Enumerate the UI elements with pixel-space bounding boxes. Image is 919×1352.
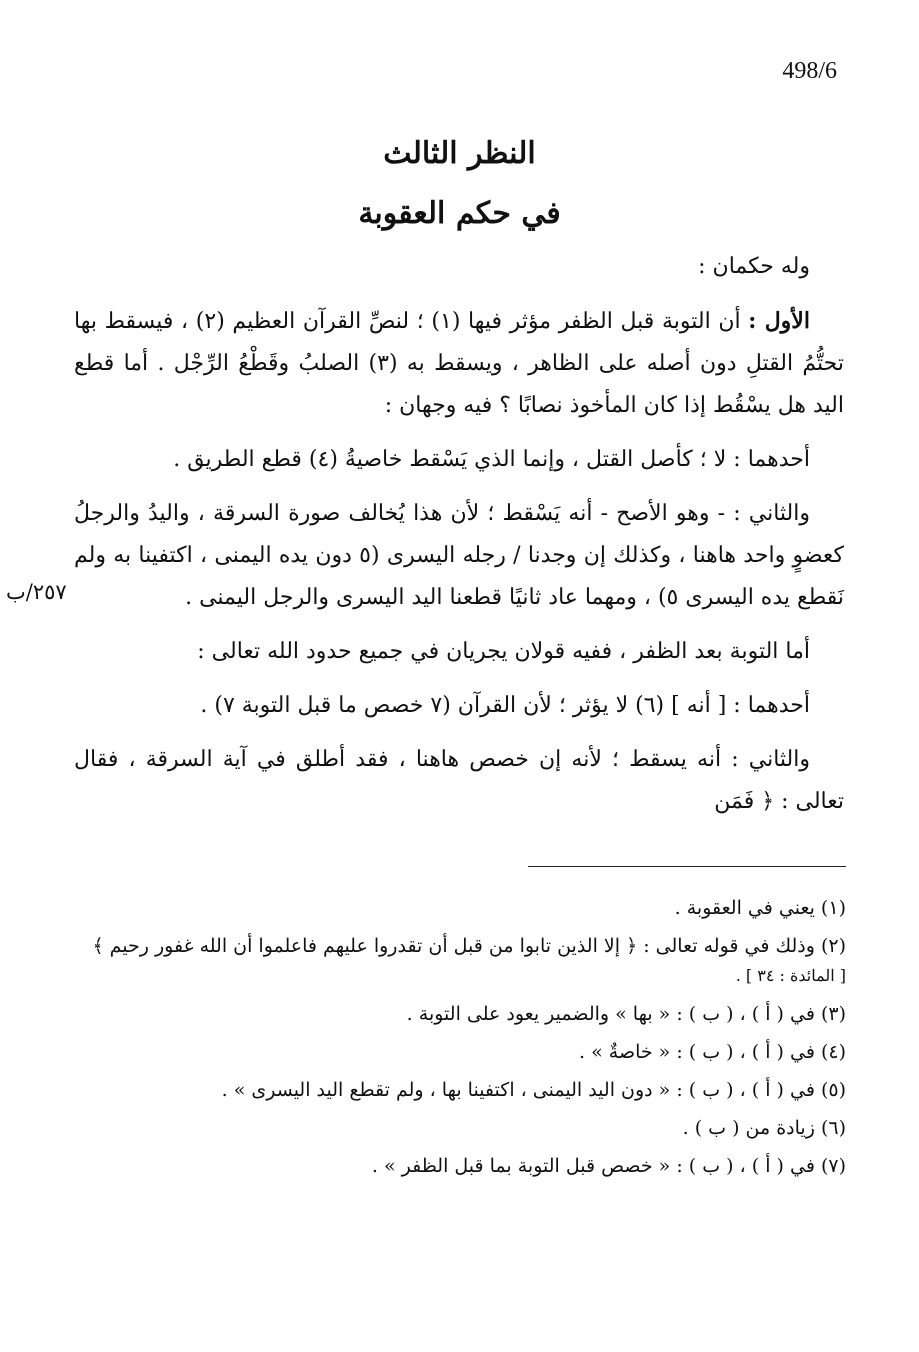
footnote-item: (٥) في ( أ ) ، ( ب ) : « دون اليد اليمنى ، اكتفينا بها ، ولم تقطع اليد اليسرى » . [221,1079,846,1101]
footnote-divider [528,866,846,867]
footnote-item: (١) يعني في العقوبة . [674,897,846,919]
footnote-item [74,931,846,991]
paragraph-first-view: أحدهما : لا ؛ كأصل القتل ، وإنما الذي يَسْقط خاصيةُ (٤) قطع الطريق . [173,447,810,472]
paragraph-second-opinion: والثاني : أنه يسقط ؛ لأنه إن خصص هاهنا ، فقد أطلق في آية السرقة ، فقال تعالى : ﴿ فَمَن [74,747,844,814]
footnotes [74,893,846,1189]
paragraph-text: أن التوبة قبل الظفر مؤثر فيها (١) ؛ لنصِّ القرآن العظيم (٢) ، فيسقط بها تحتُّمُ القتلِ دون أصله على الظاهر ، ويسقط به (٣) الصلبُ وقَطْعُ الرِّجْل . أما قطع اليد هل يسْقُط إذا كان المأخوذ نصابًا ؟ فيه وجهان : [74,309,844,418]
intro-paragraph: وله حكمان : [698,254,810,279]
footnote-item: (٤) في ( أ ) ، ( ب ) : « خاصةٌ » . [579,1041,846,1063]
paragraph-first-opinion: أحدهما : [ أنه ] (٦) لا يؤثر ؛ لأن القرآن (٧ خصص ما قبل التوبة ٧) . [200,693,810,718]
paragraph-lead: الأول : [748,308,810,334]
paragraph-first-ruling [74,300,844,427]
footnote-item: (٧) في ( أ ) ، ( ب ) : « خصص قبل التوبة بما قبل الظفر » . [371,1155,846,1177]
paragraph-repentance-after: أما التوبة بعد الظفر ، ففيه قولان يجريان في جميع حدود الله تعالى : [197,639,810,664]
paragraph-second-view: والثاني : - وهو الأصح - أنه يَسْقط ؛ لأن هذا يُخالف صورة السرقة ، واليدُ والرجلُ كعضوٍ واحد هاهنا ، وكذلك إن وجدنا / رجله اليسرى (٥ دون يده اليمنى ، اكتفينا به ولم نَقطع يده اليسرى ٥) ، ومهما عاد ثانيًا قطعنا اليد اليسرى والرجل اليمنى . [74,501,844,610]
main-text [74,246,844,835]
footnote-item: (٣) في ( أ ) ، ( ب ) : « بها » والضمير يعود على التوبة . [406,1003,846,1025]
heading-line-2: في حكم العقوبة [358,196,561,231]
footnote-reference: [ المائدة : ٣٤ ] . [735,966,846,985]
page-number: 498/6 [782,58,837,84]
chapter-heading [0,124,919,244]
footnote-text: (٢) وذلك في قوله تعالى : ﴿ إلا الذين تابوا من قبل أن تقدروا عليهم فاعلموا أن الله غفور رحيم ﴾ [92,935,846,957]
footnote-item: (٦) زيادة من ( ب ) . [682,1117,846,1139]
heading-line-1: النظر الثالث [383,136,536,171]
margin-folio-note: ٢٥٧/ب [6,580,67,604]
